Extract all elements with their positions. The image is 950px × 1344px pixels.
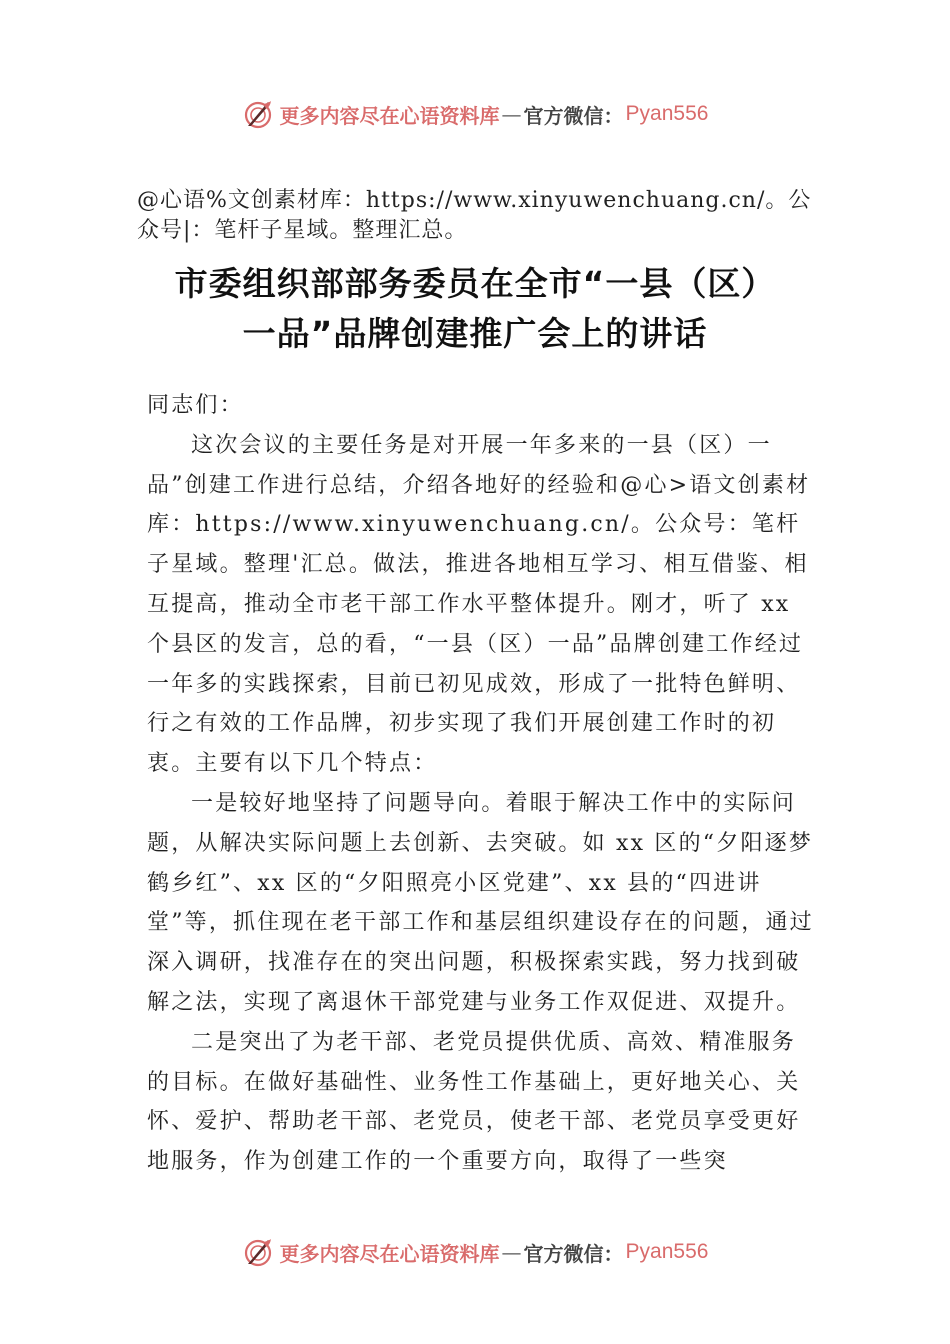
paragraph-3: 二是突出了为老干部、老党员提供优质、高效、精准服务的目标。在做好基础性、业务性工作基础上，更好地关心、关怀、爱护、帮助老干部、老党员，使老干部、老党员享受更好地服务，作为创建工作的一个重要方向，取得了一些突 [147, 1029, 801, 1175]
paragraph-1: 这次会议的主要任务是对开展一年多来的一县（区）一品”创建工作进行总结，介绍各地好的经验和@心>语文创素材库：https://www.xinyuwenchuang.cn/。公众号：笔杆子星域。整理'汇总。做法，推进各地相互学习、相互借鉴、相互提高，推动全市老干部工作水平整体提升。刚才，听了 xx 个县区的发言，总的看，“一县（区）一品”品牌创建工作经过一年多的实践探索，目前已初见成效，形成了一批特色鲜明、行之有效的工作品牌，初步实现了我们开展创建工作时的初衷。主要有以下几个特点： [147, 432, 811, 777]
banner-wechat-id: Pyan556 [625, 102, 709, 125]
banner-text: 更多内容尽在心语资料库 [279, 103, 500, 128]
footer-banner [0, 1232, 950, 1272]
quill-pen-logo-icon [242, 98, 274, 130]
quill-pen-logo-icon [242, 1236, 274, 1268]
document-body [147, 386, 819, 1182]
salutation: 同志们： [147, 393, 244, 418]
banner-wechat-id: Pyan556 [625, 1240, 709, 1263]
paragraph-2: 一是较好地坚持了问题导向。着眼于解决工作中的实际问题，从解决实际问题上去创新、去突破。如 xx 区的“夕阳逐梦鹤乡红”、xx 区的“夕阳照亮小区党建”、xx 县的“四进讲堂”等，抓住现在老干部工作和基层组织建设存在的问题，通过深入调研，找准存在的突出问题，积极探索实践，努力找到破解之法，实现了离退休干部党建与业务工作双促进、双提升。 [147, 790, 814, 1015]
banner-separator: — [501, 1240, 522, 1264]
banner-wechat-label: 官方微信： [523, 103, 624, 128]
banner-wechat-label: 官方微信： [523, 1241, 624, 1266]
document-title-line-1: 市委组织部部务委员在全市“一县（区） [174, 264, 776, 303]
document-title-line-2: 一品”品牌创建推广会上的讲话 [242, 314, 708, 353]
header-banner [0, 94, 950, 134]
banner-text: 更多内容尽在心语资料库 [279, 1241, 500, 1266]
source-note: @心语%文创素材库：https://www.xinyuwenchuang.cn/。公众号|：笔杆子星域。整理汇总。 [137, 188, 812, 243]
banner-separator: — [501, 102, 522, 126]
